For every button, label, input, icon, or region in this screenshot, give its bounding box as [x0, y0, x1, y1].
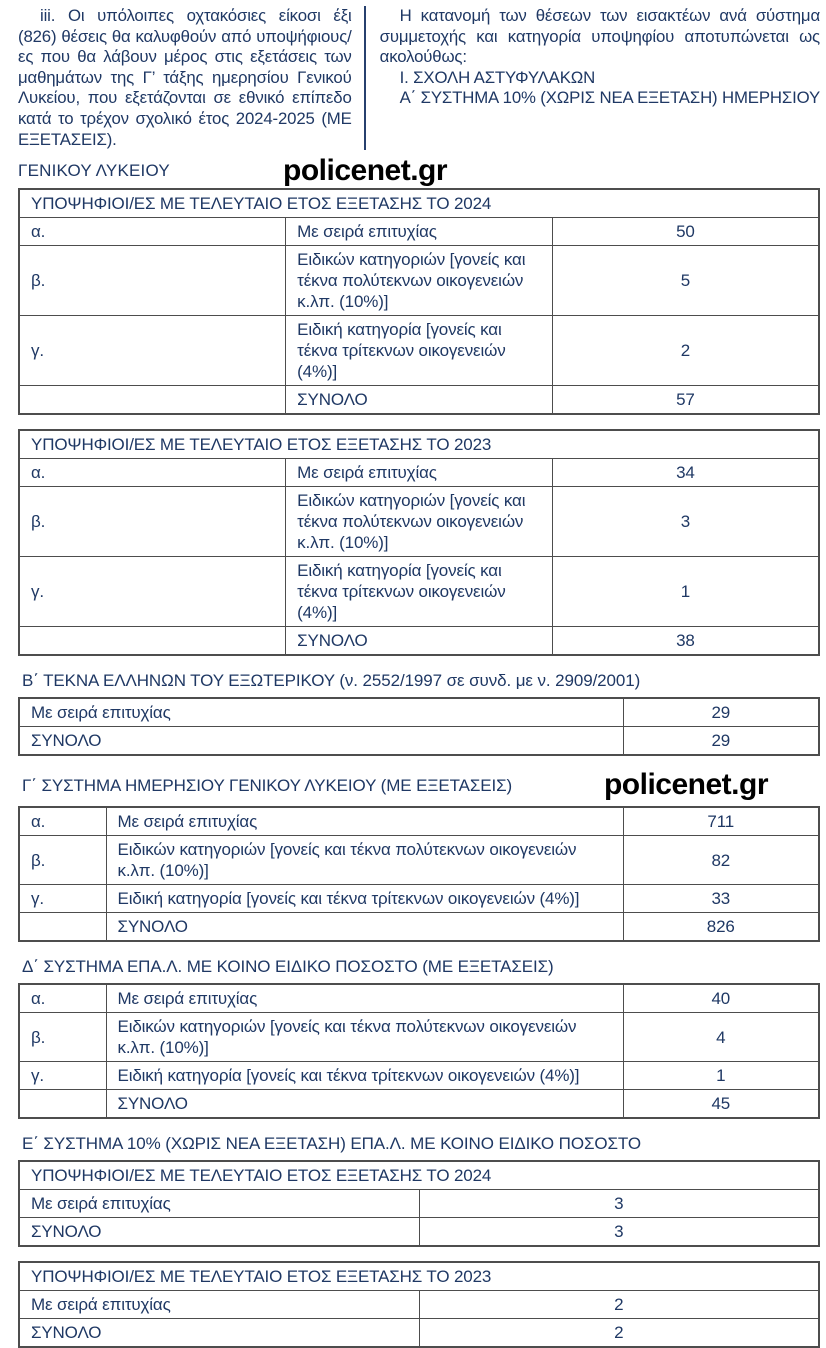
row-value: 5 — [552, 246, 819, 316]
row-value: 3 — [419, 1190, 819, 1218]
row-value: 2 — [419, 1319, 819, 1348]
table-row — [19, 1090, 819, 1119]
row-label: Με σειρά επιτυχίας — [106, 807, 623, 836]
row-label: ΣΥΝΟΛΟ — [106, 1090, 623, 1119]
table-header: ΥΠΟΨΗΦΙΟΙ/ΕΣ ΜΕ ΤΕΛΕΥΤΑΙΟ ΕΤΟΣ ΕΞΕΤΑΣΗΣ ΤΟ 2024 — [19, 1161, 819, 1190]
data-table-7 — [18, 983, 820, 1119]
table-row — [19, 459, 819, 487]
table-row — [19, 698, 819, 727]
row-key — [19, 627, 286, 656]
row-label: ΣΥΝΟΛΟ — [19, 1319, 419, 1348]
row-value: 82 — [623, 836, 819, 885]
intro-paragraph-right: Η κατανομή των θέσεων των εισακτέων ανά σύστημα συμμετοχής και κατηγορία υποψηφίου αποτυπώνεται ως ακολούθως: — [379, 6, 820, 67]
row-value: 45 — [623, 1090, 819, 1119]
row-value: 3 — [552, 487, 819, 557]
data-table-1 — [18, 429, 820, 656]
row-key: γ. — [19, 316, 286, 386]
table-row — [19, 1013, 819, 1062]
table-row — [19, 727, 819, 756]
row-label: Ειδική κατηγορία [γονείς και τέκνα τρίτεκνων οικογενειών (4%)] — [106, 885, 623, 913]
row-key: β. — [19, 246, 286, 316]
row-value: 29 — [623, 727, 819, 756]
section-title-row-4 — [22, 770, 820, 800]
row-key: β. — [19, 487, 286, 557]
tables-area — [18, 188, 820, 1348]
table-row — [19, 885, 819, 913]
row-value: 2 — [419, 1291, 819, 1319]
row-key: α. — [19, 459, 286, 487]
row-label: Με σειρά επιτυχίας — [106, 984, 623, 1013]
table-row — [19, 316, 819, 386]
row-key: α. — [19, 807, 106, 836]
row-key: β. — [19, 836, 106, 885]
table-row — [19, 627, 819, 656]
row-key: α. — [19, 984, 106, 1013]
table-row — [19, 1291, 819, 1319]
data-table-10 — [18, 1261, 820, 1348]
table-header-row — [19, 1262, 819, 1291]
row-label: Ειδική κατηγορία [γονείς και τέκνα τρίτεκνων οικογενειών (4%)] — [286, 316, 553, 386]
data-table-9 — [18, 1160, 820, 1247]
row-label: ΣΥΝΟΛΟ — [106, 913, 623, 942]
row-key — [19, 386, 286, 415]
policenet-watermark: policenet.gr — [283, 154, 448, 188]
section-title-row-6 — [22, 956, 820, 977]
table-row — [19, 1062, 819, 1090]
row-value: 29 — [623, 698, 819, 727]
row-label: Ειδική κατηγορία [γονείς και τέκνα τρίτεκνων οικογενειών (4%)] — [106, 1062, 623, 1090]
row-label: ΣΥΝΟΛΟ — [286, 627, 553, 656]
table-row — [19, 984, 819, 1013]
row-label: Με σειρά επιτυχίας — [19, 1291, 419, 1319]
row-label: Με σειρά επιτυχίας — [19, 698, 623, 727]
row-label: Με σειρά επιτυχίας — [286, 459, 553, 487]
row-value: 40 — [623, 984, 819, 1013]
row-value: 50 — [552, 218, 819, 246]
section-title: Γ΄ ΣΥΣΤΗΜΑ ΗΜΕΡΗΣΙΟΥ ΓΕΝΙΚΟΥ ΛΥΚΕΙΟΥ (ΜΕ ΕΞΕΤΑΣΕΙΣ) — [22, 775, 513, 795]
intro-paragraph-left: iii. Οι υπόλοιπες οχτακόσιες είκοσι έξι (826) θέσεις θα καλυφθούν από υποψήφιους/ες που θα λάβουν μέρος στις εξετάσεις των μαθημάτων της Γ’ τάξης ημερησίου Γενικού Λυκείου, που εξετάζονται σε εθνικό επίπεδο κατά το τρέχον σχολικό έτος 2024-2025 (ΜΕ ΕΞΕΤΑΣΕΙΣ). — [18, 6, 352, 149]
row-key: β. — [19, 1013, 106, 1062]
intro-line-school-astyfylakon: Ι. ΣΧΟΛΗ ΑΣΤΥΦΥΛΑΚΩΝ — [399, 67, 596, 87]
row-value: 1 — [552, 557, 819, 627]
continuation-row — [18, 154, 820, 188]
table-row — [19, 218, 819, 246]
row-label: Ειδικών κατηγοριών [γονείς και τέκνα πολύτεκνων οικογενειών κ.λπ. (10%)] — [106, 1013, 623, 1062]
row-label: ΣΥΝΟΛΟ — [286, 386, 553, 415]
table-row — [19, 1190, 819, 1218]
row-key: α. — [19, 218, 286, 246]
data-table-0 — [18, 188, 820, 415]
row-value: 711 — [623, 807, 819, 836]
row-value: 33 — [623, 885, 819, 913]
table-header: ΥΠΟΨΗΦΙΟΙ/ΕΣ ΜΕ ΤΕΛΕΥΤΑΙΟ ΕΤΟΣ ΕΞΕΤΑΣΗΣ ΤΟ 2024 — [19, 189, 819, 218]
row-key — [19, 913, 106, 942]
policenet-watermark: policenet.gr — [603, 768, 768, 802]
row-key: γ. — [19, 557, 286, 627]
row-value: 38 — [552, 627, 819, 656]
row-key — [19, 1090, 106, 1119]
intro-line-system-a: Α΄ ΣΥΣΤΗΜΑ 10% (ΧΩΡΙΣ ΝΕΑ ΕΞΕΤΑΣΗ) ΗΜΕΡΗΣΙΟΥ — [399, 88, 820, 108]
row-key: γ. — [19, 1062, 106, 1090]
table-row — [19, 836, 819, 885]
row-value: 3 — [419, 1218, 819, 1247]
table-header: ΥΠΟΨΗΦΙΟΙ/ΕΣ ΜΕ ΤΕΛΕΥΤΑΙΟ ΕΤΟΣ ΕΞΕΤΑΣΗΣ ΤΟ 2023 — [19, 430, 819, 459]
table-row — [19, 1319, 819, 1348]
row-value: 2 — [552, 316, 819, 386]
data-table-3 — [18, 697, 820, 756]
section-title: Β΄ ΤΕΚΝΑ ΕΛΛΗΝΩΝ ΤΟΥ ΕΞΩΤΕΡΙΚΟΥ (ν. 2552/1997 σε συνδ. με ν. 2909/2001) — [22, 671, 641, 691]
table-header-row — [19, 430, 819, 459]
table-header-row — [19, 1161, 819, 1190]
row-value: 1 — [623, 1062, 819, 1090]
section-title: Ε΄ ΣΥΣΤΗΜΑ 10% (ΧΩΡΙΣ ΝΕΑ ΕΞΕΤΑΣΗ) ΕΠΑ.Λ. ΜΕ ΚΟΙΝΟ ΕΙΔΙΚΟ ΠΟΣΟΣΤΟ — [22, 1134, 642, 1154]
section-title-row-8 — [22, 1133, 820, 1154]
row-value: 34 — [552, 459, 819, 487]
row-label: Ειδικών κατηγοριών [γονείς και τέκνα πολύτεκνων οικογενειών κ.λπ. (10%)] — [106, 836, 623, 885]
row-value: 4 — [623, 1013, 819, 1062]
row-label: ΣΥΝΟΛΟ — [19, 1218, 419, 1247]
table-header: ΥΠΟΨΗΦΙΟΙ/ΕΣ ΜΕ ΤΕΛΕΥΤΑΙΟ ΕΤΟΣ ΕΞΕΤΑΣΗΣ ΤΟ 2023 — [19, 1262, 819, 1291]
row-label: ΣΥΝΟΛΟ — [19, 727, 623, 756]
data-table-5 — [18, 806, 820, 942]
intro-column-right — [364, 6, 820, 150]
row-key: γ. — [19, 885, 106, 913]
table-row — [19, 386, 819, 415]
row-label: Ειδικών κατηγοριών [γονείς και τέκνα πολύτεκνων οικογενειών κ.λπ. (10%)] — [286, 246, 553, 316]
table-row — [19, 913, 819, 942]
table-row — [19, 487, 819, 557]
genikou-lykeiou-label: ΓΕΝΙΚΟΥ ΛΥΚΕΙΟΥ — [18, 161, 170, 181]
section-title: Δ΄ ΣΥΣΤΗΜΑ ΕΠΑ.Λ. ΜΕ ΚΟΙΝΟ ΕΙΔΙΚΟ ΠΟΣΟΣΤΟ (ΜΕ ΕΞΕΤΑΣΕΙΣ) — [22, 957, 554, 977]
row-label: Με σειρά επιτυχίας — [19, 1190, 419, 1218]
row-label: Με σειρά επιτυχίας — [286, 218, 553, 246]
row-label: Ειδικών κατηγοριών [γονείς και τέκνα πολύτεκνων οικογενειών κ.λπ. (10%)] — [286, 487, 553, 557]
table-header-row — [19, 189, 819, 218]
row-value: 826 — [623, 913, 819, 942]
row-label: Ειδική κατηγορία [γονείς και τέκνα τρίτεκνων οικογενειών (4%)] — [286, 557, 553, 627]
table-row — [19, 807, 819, 836]
intro-section — [18, 6, 820, 150]
section-title-row-2 — [22, 670, 820, 691]
table-row — [19, 1218, 819, 1247]
table-row — [19, 557, 819, 627]
row-value: 57 — [552, 386, 819, 415]
table-row — [19, 246, 819, 316]
